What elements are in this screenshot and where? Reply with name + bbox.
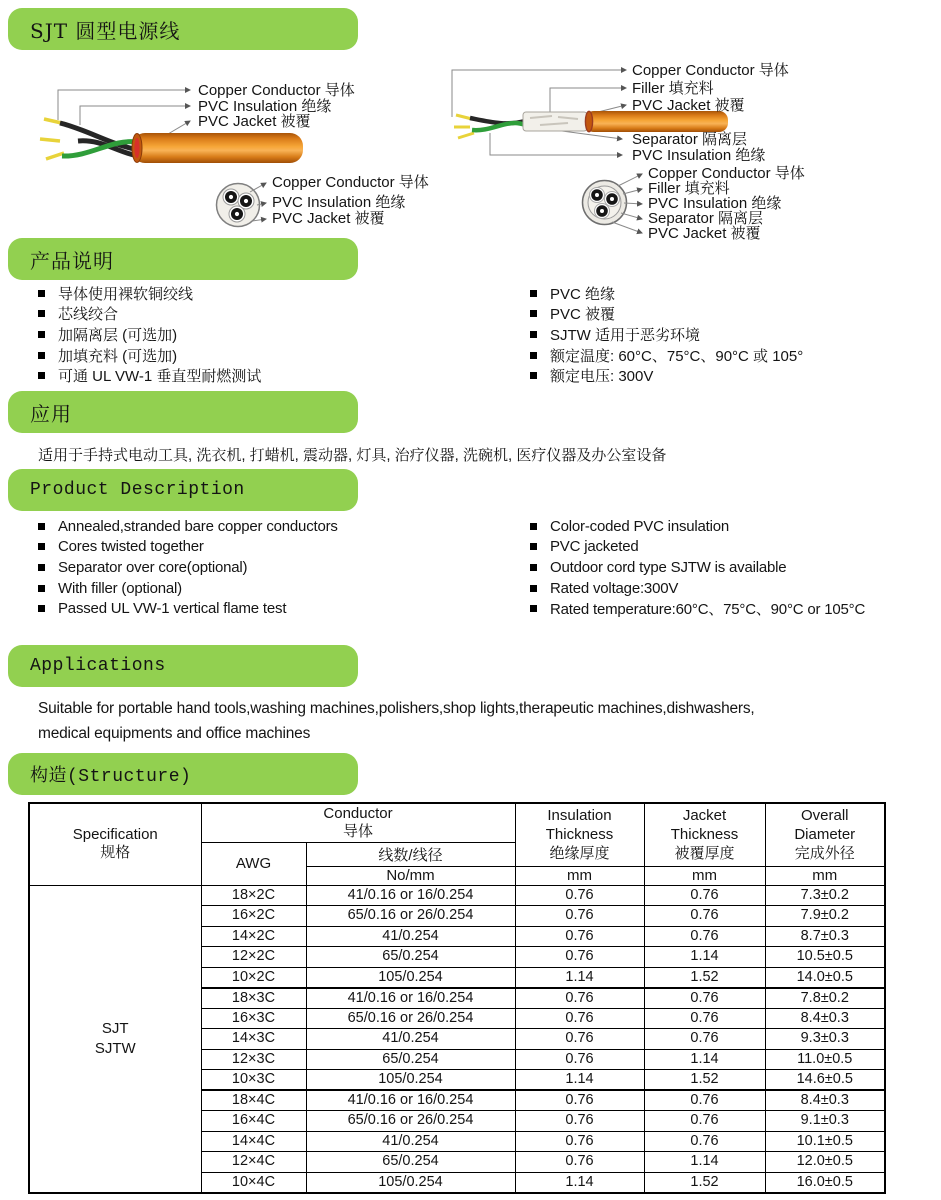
cell-overall: 14.6±0.5 (765, 1070, 885, 1091)
header-unit-mm: mm (644, 866, 765, 885)
cell-awg: 10×3C (201, 1070, 306, 1091)
yellow-strand (40, 139, 60, 141)
header-awg: AWG (201, 842, 306, 885)
bullet-square-icon (38, 290, 45, 297)
cell-no_mm: 65/0.16 or 26/0.254 (306, 1008, 515, 1029)
cn-description-right-list (530, 283, 803, 386)
cell-no_mm: 41/0.16 or 16/0.254 (306, 1090, 515, 1111)
cell-no_mm: 41/0.16 or 16/0.254 (306, 988, 515, 1009)
cell-no_mm: 105/0.254 (306, 1172, 515, 1193)
bullet-square-icon (530, 352, 537, 359)
cell-insulation: 0.76 (515, 1111, 644, 1132)
diagram-label: PVC Jacket 被覆 (648, 225, 761, 242)
cell-no_mm: 65/0.16 or 26/0.254 (306, 1111, 515, 1132)
diagram-label: Copper Conductor 导体 (648, 165, 805, 182)
header-conductor: Conductor 导体 (201, 803, 515, 842)
diagram-label: Copper Conductor 导体 (198, 82, 355, 99)
bullet-square-icon (38, 585, 45, 592)
cell-no_mm: 65/0.254 (306, 1152, 515, 1173)
list-item-text: 芯线绞合 (58, 306, 119, 324)
core (595, 204, 610, 219)
leader-line (80, 106, 190, 125)
en-applications-banner (8, 645, 358, 687)
cell-awg: 10×4C (201, 1172, 306, 1193)
cell-awg: 18×3C (201, 988, 306, 1009)
list-item (38, 537, 338, 558)
cell-no_mm: 41/0.254 (306, 1131, 515, 1152)
list-item (38, 365, 261, 386)
cell-no_mm: 41/0.16 or 16/0.254 (306, 885, 515, 906)
en-description-banner (8, 469, 358, 511)
cell-insulation: 1.14 (515, 1070, 644, 1091)
list-item (530, 345, 803, 366)
bullet-square-icon (530, 310, 537, 317)
cell-no_mm: 65/0.254 (306, 947, 515, 968)
diagram-label: Separator 隔离层 (632, 131, 748, 148)
cell-insulation: 0.76 (515, 1090, 644, 1111)
structure-table-body (29, 885, 885, 1193)
cn-applications-banner (8, 391, 358, 433)
cell-insulation: 0.76 (515, 988, 644, 1009)
cell-overall: 10.1±0.5 (765, 1131, 885, 1152)
header-jacket-thickness: Jacket Thickness 被覆厚度 (644, 803, 765, 866)
diagram-label: Copper Conductor 导体 (272, 174, 429, 191)
cell-no_mm: 65/0.16 or 26/0.254 (306, 906, 515, 927)
cell-awg: 12×2C (201, 947, 306, 968)
section-heading: Product Description (30, 480, 245, 500)
page-title: SJT 圆型电源线 (30, 18, 181, 43)
list-item (38, 598, 338, 619)
leader-line (618, 174, 642, 186)
list-item-text: PVC 被覆 (550, 306, 616, 324)
list-item-text: Rated temperature:60°C、75°C、90°C or 105°C (550, 601, 866, 619)
en-description-left-list (38, 516, 338, 619)
cell-awg: 12×3C (201, 1049, 306, 1070)
cell-jacket: 0.76 (644, 1090, 765, 1111)
yellow-strand (46, 153, 64, 159)
cable-jacket (585, 111, 728, 132)
cell-no_mm: 105/0.254 (306, 967, 515, 988)
list-item-text: Cores twisted together (58, 538, 204, 556)
section-heading: 应用 (30, 401, 72, 426)
en-applications-line2: medical equipments and office machines (38, 725, 311, 742)
bullet-square-icon (530, 331, 537, 338)
cell-jacket: 0.76 (644, 1131, 765, 1152)
leader-line (621, 213, 642, 219)
cable-3core-diagram (440, 55, 941, 260)
cell-insulation: 0.76 (515, 1049, 644, 1070)
en-applications-line1: Suitable for portable hand tools,washing machines,polishers,shop lights,therapeutic machines,dishwashers, (38, 700, 755, 717)
list-item-text: 导体使用裸软铜绞线 (58, 285, 194, 303)
bullet-square-icon (38, 523, 45, 530)
spec-type-cell: SJT SJTW (29, 885, 201, 1193)
list-item (530, 324, 803, 345)
yellow-strand (458, 133, 474, 138)
title-banner (8, 8, 358, 50)
cell-overall: 8.4±0.3 (765, 1008, 885, 1029)
cell-awg: 16×4C (201, 1111, 306, 1132)
list-item-text: 额定温度: 60°C、75°C、90°C 或 105° (550, 347, 804, 365)
list-item-text: 额定电压: 300V (550, 368, 654, 386)
cell-awg: 16×2C (201, 906, 306, 927)
bullet-square-icon (38, 605, 45, 612)
header-strand: 线数/线径 (306, 842, 515, 866)
cell-awg: 16×3C (201, 1008, 306, 1029)
cell-insulation: 0.76 (515, 1131, 644, 1152)
list-item (38, 516, 338, 537)
core (229, 206, 245, 222)
list-item (38, 283, 261, 304)
diagram-label: PVC Insulation 绝缘 (648, 195, 782, 212)
list-item (530, 578, 865, 599)
diagram-label: Filler 填充料 (648, 180, 730, 197)
leader-line (58, 90, 190, 120)
diagram-label: PVC Insulation 绝缘 (198, 98, 332, 115)
header-unit-mm: mm (765, 866, 885, 885)
diagram-label: Filler 填充料 (632, 80, 714, 97)
cell-awg: 14×4C (201, 1131, 306, 1152)
cell-jacket: 1.52 (644, 1070, 765, 1091)
leader-line (250, 183, 266, 192)
list-item (530, 365, 803, 386)
list-item-text: PVC jacketed (550, 538, 639, 556)
leader-line (598, 105, 626, 112)
cell-overall: 12.0±0.5 (765, 1152, 885, 1173)
bullet-square-icon (530, 585, 537, 592)
separator-wrap (523, 112, 587, 131)
list-item (530, 516, 865, 537)
diagram-label: Separator 隔离层 (648, 210, 764, 227)
cell-jacket: 1.14 (644, 1152, 765, 1173)
list-item-text: Rated voltage:300V (550, 579, 679, 597)
cable-jacket (132, 133, 303, 163)
list-item-text: 加隔离层 (可选加) (58, 326, 178, 344)
cell-jacket: 0.76 (644, 1111, 765, 1132)
list-item-text: Separator over core(optional) (58, 558, 248, 576)
jacket-cut-edge (585, 111, 592, 131)
leader-line (623, 189, 642, 194)
en-description-right-list (530, 516, 865, 619)
cell-jacket: 1.14 (644, 947, 765, 968)
cell-overall: 11.0±0.5 (765, 1049, 885, 1070)
bullet-square-icon (530, 605, 537, 612)
cell-no_mm: 41/0.254 (306, 1029, 515, 1050)
section-heading: Applications (30, 656, 166, 676)
cell-overall: 10.5±0.5 (765, 947, 885, 968)
cell-jacket: 0.76 (644, 885, 765, 906)
green-wire (472, 123, 525, 130)
cross-section-3core (583, 181, 627, 225)
header-no-mm: No/mm (306, 866, 515, 885)
cell-insulation: 0.76 (515, 1008, 644, 1029)
bullet-square-icon (38, 543, 45, 550)
cell-awg: 14×3C (201, 1029, 306, 1050)
bullet-square-icon (38, 564, 45, 571)
cell-insulation: 0.76 (515, 926, 644, 947)
insulation-cut-edge (134, 138, 139, 158)
cell-insulation: 0.76 (515, 906, 644, 927)
core (590, 188, 605, 203)
leader-line (452, 70, 626, 117)
list-item-text: PVC 绝缘 (550, 285, 616, 303)
cell-awg: 10×2C (201, 967, 306, 988)
leader-line (168, 121, 190, 134)
cell-overall: 9.1±0.3 (765, 1111, 885, 1132)
bullet-square-icon (38, 372, 45, 379)
en-applications-text (38, 696, 755, 746)
header-specification: Specification 规格 (29, 803, 201, 885)
cell-insulation: 0.76 (515, 1029, 644, 1050)
list-item-text: With filler (optional) (58, 579, 182, 597)
cell-insulation: 1.14 (515, 1172, 644, 1193)
leader-line (550, 88, 626, 112)
bullet-square-icon (530, 372, 537, 379)
core (605, 192, 620, 207)
diagram-label: PVC Insulation 绝缘 (272, 194, 406, 211)
cell-overall: 7.9±0.2 (765, 906, 885, 927)
cell-jacket: 1.52 (644, 967, 765, 988)
cell-jacket: 0.76 (644, 988, 765, 1009)
list-item-text: Annealed,stranded bare copper conductors (58, 517, 338, 535)
cell-no_mm: 105/0.254 (306, 1070, 515, 1091)
section-heading: 构造(Structure) (30, 767, 192, 787)
bullet-square-icon (530, 543, 537, 550)
list-item (530, 304, 803, 325)
structure-table-header (29, 803, 885, 885)
cell-jacket: 1.14 (644, 1049, 765, 1070)
cell-overall: 8.7±0.3 (765, 926, 885, 947)
leader-line (612, 222, 642, 233)
structure-table (28, 802, 886, 1194)
bullet-square-icon (530, 564, 537, 571)
cell-overall: 7.3±0.2 (765, 885, 885, 906)
list-item-text: 可通 UL VW-1 垂直型耐燃测试 (58, 368, 262, 386)
cell-jacket: 0.76 (644, 1029, 765, 1050)
cell-overall: 9.3±0.3 (765, 1029, 885, 1050)
list-item (530, 537, 865, 558)
list-item (38, 345, 261, 366)
list-item-text: 加填充料 (可选加) (58, 347, 178, 365)
header-overall-diameter: Overall Diameter 完成外径 (765, 803, 885, 866)
cell-jacket: 0.76 (644, 906, 765, 927)
cell-insulation: 1.14 (515, 967, 644, 988)
diagram-label: PVC Jacket 被覆 (632, 97, 745, 114)
cell-awg: 14×2C (201, 926, 306, 947)
leader-line (562, 131, 622, 139)
core (223, 189, 239, 205)
cable-2core-diagram (0, 55, 470, 250)
header-insulation-thickness: Insulation Thickness 绝缘厚度 (515, 803, 644, 866)
cell-no_mm: 41/0.254 (306, 926, 515, 947)
cell-jacket: 0.76 (644, 1008, 765, 1029)
yellow-strand (456, 115, 472, 119)
table-row (29, 885, 885, 906)
bullet-square-icon (38, 352, 45, 359)
list-item (530, 598, 865, 619)
section-heading: 产品说明 (30, 248, 114, 273)
cell-overall: 16.0±0.5 (765, 1172, 885, 1193)
cell-no_mm: 65/0.254 (306, 1049, 515, 1070)
list-item (38, 557, 338, 578)
cn-description-left-list (38, 283, 261, 386)
cell-overall: 7.8±0.2 (765, 988, 885, 1009)
cell-overall: 14.0±0.5 (765, 967, 885, 988)
header-unit-mm: mm (515, 866, 644, 885)
list-item-text: SJTW 适用于恶劣环境 (550, 326, 700, 344)
cell-overall: 8.4±0.3 (765, 1090, 885, 1111)
structure-banner (8, 753, 358, 795)
list-item (38, 324, 261, 345)
cell-insulation: 0.76 (515, 885, 644, 906)
cell-jacket: 0.76 (644, 926, 765, 947)
list-item (530, 557, 865, 578)
list-item (38, 578, 338, 599)
list-item-text: Color-coded PVC insulation (550, 517, 730, 535)
bullet-square-icon (38, 331, 45, 338)
cell-awg: 12×4C (201, 1152, 306, 1173)
list-item (38, 304, 261, 325)
diagram-label: PVC Jacket 被覆 (198, 113, 311, 130)
bullet-square-icon (38, 310, 45, 317)
bullet-square-icon (530, 290, 537, 297)
cell-insulation: 0.76 (515, 1152, 644, 1173)
diagram-label: PVC Jacket 被覆 (272, 210, 385, 227)
bullet-square-icon (530, 523, 537, 530)
diagram-label: Copper Conductor 导体 (632, 62, 789, 79)
cell-insulation: 0.76 (515, 947, 644, 968)
cn-applications-text: 适用于手持式电动工具, 洗衣机, 打蜡机, 震动器, 灯具, 治疗仪器, 洗碗机, 医疗仪器及办公室设备 (38, 447, 667, 464)
cell-awg: 18×2C (201, 885, 306, 906)
cn-description-banner (8, 238, 358, 280)
cell-awg: 18×4C (201, 1090, 306, 1111)
cell-jacket: 1.52 (644, 1172, 765, 1193)
list-item (530, 283, 803, 304)
list-item-text: Passed UL VW-1 vertical flame test (58, 600, 287, 618)
list-item-text: Outdoor cord type SJTW is available (550, 558, 787, 576)
diagram-label: PVC Insulation 绝缘 (632, 147, 766, 164)
